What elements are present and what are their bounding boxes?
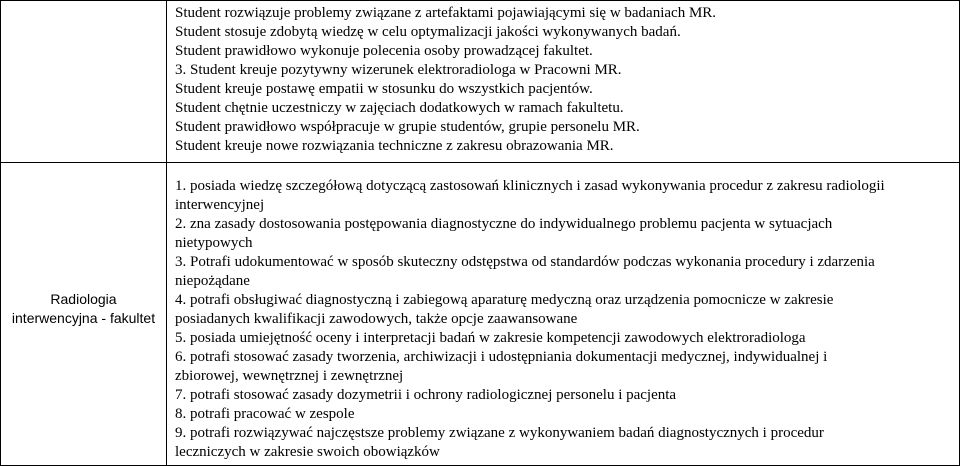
outcomes-cell-top	[167, 1, 960, 163]
outcome-line: Student kreuje postawę empatii w stosunku do wszystkich pacjentów.	[175, 81, 593, 97]
outcome-line: 5. posiada umiejętność oceny i interpretacji badań w zakresie kompetencji zawodowych elektroradiologa	[175, 330, 806, 346]
outcome-line: interwencyjnej	[175, 197, 265, 213]
outcome-line: zbiorowej, wewnętrznej i zewnętrznej	[175, 368, 404, 384]
subject-cell-empty	[1, 1, 167, 163]
outcome-line: 8. potrafi pracować w zespole	[175, 406, 355, 422]
subject-name-suffix: interwencyjna - fakultet	[11, 310, 156, 326]
outcome-line: niepożądane	[175, 273, 250, 289]
outcomes-cell-bottom	[167, 163, 960, 466]
outcome-line: Student prawidłowo współpracuje w grupie studentów, grupie personelu MR.	[175, 119, 640, 135]
outcome-line: 3. Student kreuje pozytywny wizerunek elektroradiologa w Pracowni MR.	[175, 62, 622, 78]
outcome-line: 1. posiada wiedzę szczegółową dotyczącą zastosowań klinicznych i zasad wykonywania procedur z zakresu radiologii	[175, 178, 885, 194]
outcome-line: 6. potrafi stosować zasady tworzenia, archiwizacji i udostępniania dokumentacji medycznej, indywidualnej i	[175, 349, 828, 365]
outcome-line: Student rozwiązuje problemy związane z artefaktami pojawiającymi się w badaniach MR.	[175, 5, 717, 21]
outcome-line: 7. potrafi stosować zasady dozymetrii i ochrony radiologicznej personelu i pacjenta	[175, 387, 677, 403]
subject-name: Radiologia	[50, 291, 117, 307]
outcome-line: 4. potrafi obsługiwać diagnostyczną i zabiegową aparaturę medyczną oraz urządzenia pomocnicze w zakresie	[175, 292, 834, 308]
table-row-top	[1, 1, 960, 163]
outcome-line: Student stosuje zdobytą wiedzę w celu optymalizacji jakości wykonywanych badań.	[175, 24, 681, 40]
subject-cell	[1, 163, 167, 466]
outcome-line: Student chętnie uczestniczy w zajęciach dodatkowych w ramach fakultetu.	[175, 100, 624, 116]
outcome-line: nietypowych	[175, 235, 253, 251]
outcome-line: leczniczych w zakresie swoich obowiązków	[175, 444, 440, 460]
outcome-line: 9. potrafi rozwiązywać najczęstsze problemy związane z wykonywaniem badań diagnostycznych i procedur	[175, 425, 824, 441]
outcome-line: 2. zna zasady dostosowania postępowania diagnostyczne do indywidualnego problemu pacjenta w sytuacjach	[175, 216, 833, 232]
outcome-line: 3. Potrafi udokumentować w sposób skuteczny odstępstwa od standardów podczas wykonania procedury i zdarzenia	[175, 254, 875, 270]
table-row-bottom	[1, 163, 960, 466]
outcome-line: Student prawidłowo wykonuje polecenia osoby prowadzącej fakultet.	[175, 43, 593, 59]
outcome-line: posiadanych kwalifikacji zawodowych, także opcje zaawansowane	[175, 311, 578, 327]
outcome-line: Student kreuje nowe rozwiązania techniczne z zakresu obrazowania MR.	[175, 138, 614, 154]
